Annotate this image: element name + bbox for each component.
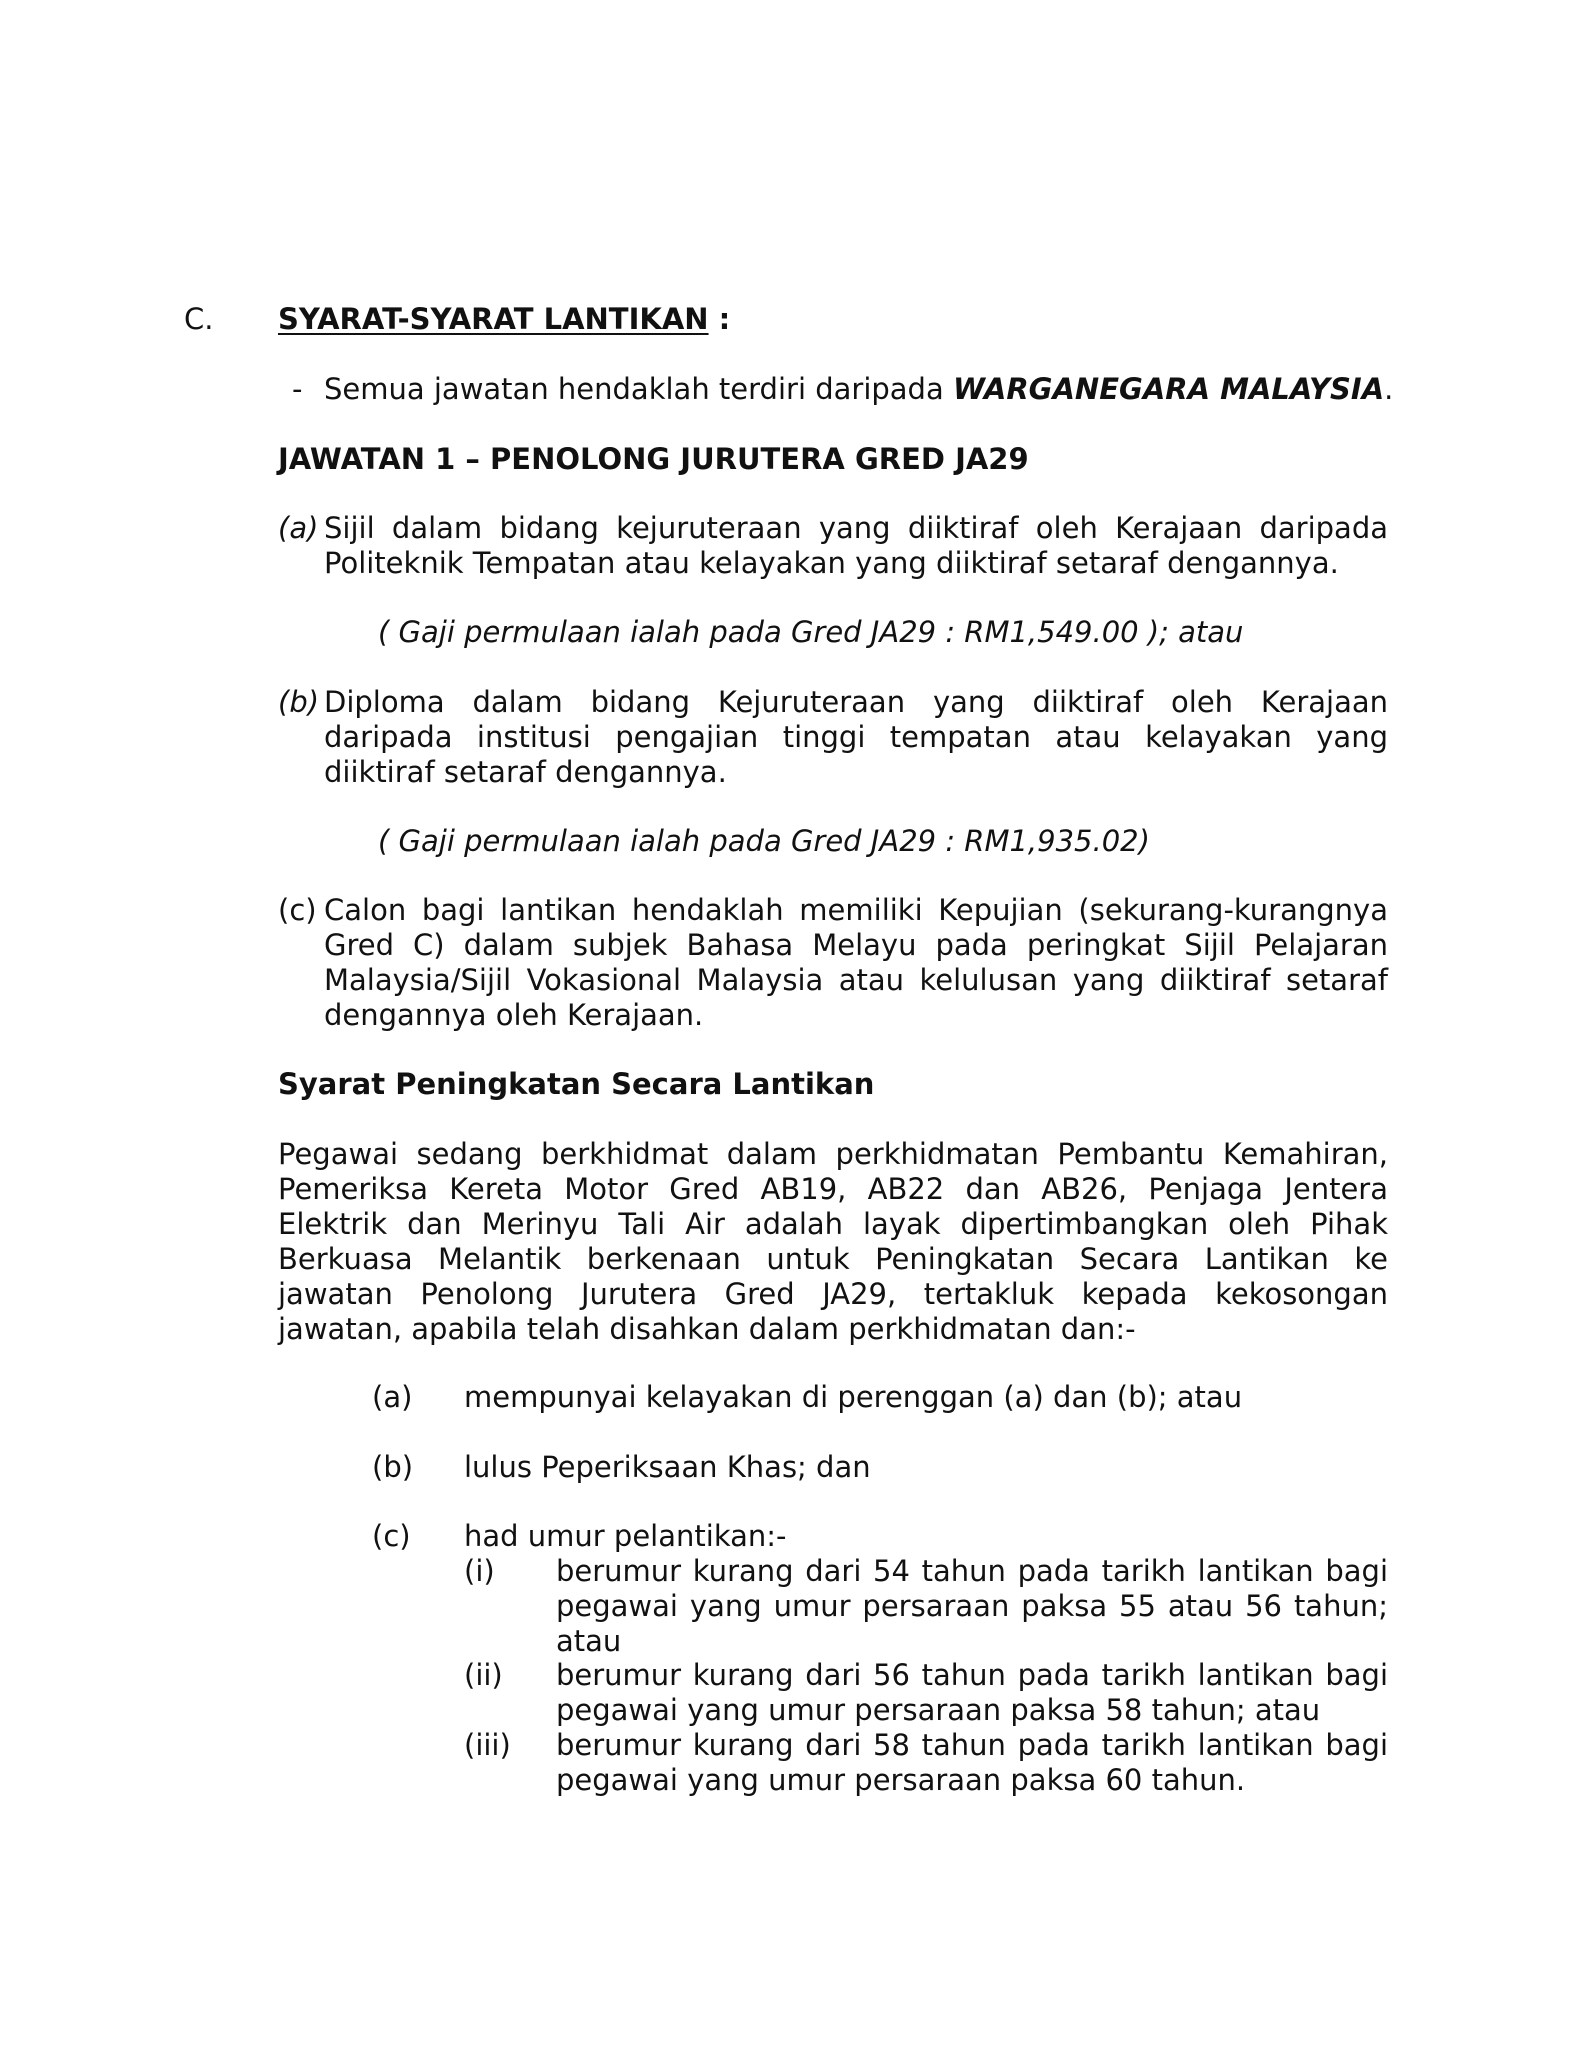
qualification-b-salary: ( Gaji permulaan ialah pada Gred JA29 : RM1,935.02) (378, 824, 1150, 858)
intro-emphasis: WARGANEGARA MALAYSIA (952, 372, 1385, 406)
age-limit-i-label: (i) (464, 1554, 495, 1588)
condition-a-label: (a) (372, 1380, 413, 1414)
age-limit-iii-text: berumur kurang dari 58 tahun pada tarikh lantikan bagi pegawai yang umur persaraan paksa 60 tahun. (556, 1728, 1388, 1797)
condition-a-text: mempunyai kelayakan di perenggan (a) dan (b); atau (464, 1380, 1243, 1414)
qualification-a-text: Sijil dalam bidang kejuruteraan yang diiktiraf oleh Kerajaan daripada Politeknik Tempatan atau kelayakan yang diiktiraf setaraf dengannya. (324, 511, 1388, 580)
condition-c-text: had umur pelantikan:- (464, 1519, 787, 1553)
intro-dash: - (292, 372, 303, 406)
qualification-b-label: (b) (278, 685, 320, 719)
promotion-paragraph: Pegawai sedang berkhidmat dalam perkhidmatan Pembantu Kemahiran, Pemeriksa Kereta Motor Gred AB19, AB22 dan AB26, Penjaga Jentera Elektrik dan Merinyu Tali Air adalah layak dipertimbangkan oleh Pihak Berkuasa Melantik berkenaan untuk Peningkatan Secara Lantikan ke jawatan Penolong Jurutera Gred JA29, tertakluk kepada kekosongan jawatan, apabila telah disahkan dalam perkhidmatan dan:- (278, 1137, 1388, 1346)
qualification-a-salary: ( Gaji permulaan ialah pada Gred JA29 : RM1,549.00 ); atau (378, 615, 1244, 649)
condition-b-text: lulus Peperiksaan Khas; dan (464, 1450, 871, 1484)
section-title-text: SYARAT-SYARAT LANTIKAN (278, 302, 709, 336)
section-title-suffix: : (708, 302, 731, 336)
condition-c-label: (c) (372, 1519, 411, 1553)
age-limit-ii-label: (ii) (464, 1658, 503, 1692)
qualification-a-label: (a) (278, 511, 319, 545)
qualification-c-text: Calon bagi lantikan hendaklah memiliki Kepujian (sekurang-kurangnya Gred C) dalam subjek Bahasa Melayu pada peringkat Sijil Pelajaran Malaysia/Sijil Vokasional Malaysia atau kelulusan yang diiktiraf setaraf dengannya oleh Kerajaan. (324, 893, 1388, 1032)
section-title (278, 302, 730, 337)
age-limit-iii-label: (iii) (464, 1728, 511, 1762)
intro-text (324, 372, 1393, 407)
qualification-b-text: Diploma dalam bidang Kejuruteraan yang diiktiraf oleh Kerajaan daripada institusi pengajian tinggi tempatan atau kelayakan yang diiktiraf setaraf dengannya. (324, 685, 1388, 789)
condition-b-label: (b) (372, 1450, 414, 1484)
qualification-c-label: (c) (278, 893, 317, 927)
intro-text-after: . (1384, 372, 1394, 406)
jawatan-heading: JAWATAN 1 – PENOLONG JURUTERA GRED JA29 (278, 442, 1029, 476)
intro-text-before: Semua jawatan hendaklah terdiri daripada (324, 372, 953, 406)
promotion-heading: Syarat Peningkatan Secara Lantikan (278, 1067, 875, 1101)
age-limit-ii-text: berumur kurang dari 56 tahun pada tarikh lantikan bagi pegawai yang umur persaraan paksa 58 tahun; atau (556, 1658, 1388, 1727)
age-limit-i-text: berumur kurang dari 54 tahun pada tarikh lantikan bagi pegawai yang umur persaraan paksa 55 atau 56 tahun; atau (556, 1554, 1388, 1658)
section-letter: C. (184, 302, 214, 336)
